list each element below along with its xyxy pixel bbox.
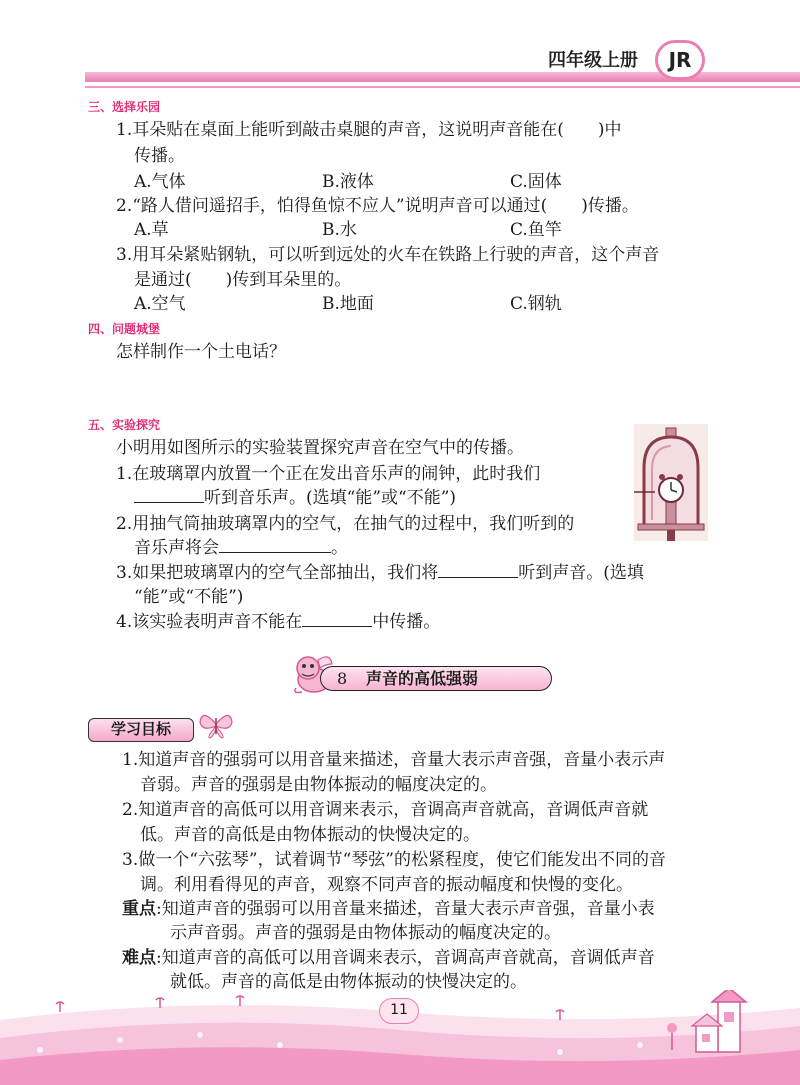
s5-q3-line1 — [116, 561, 644, 585]
goal-1-line1: 1.知道声音的强弱可以用音量来描述，音量大表示声音强，音量小表示声 — [122, 750, 666, 770]
s5-q3-text: 3.如果把玻璃罩内的空气全部抽出，我们将 — [116, 563, 439, 583]
grade-label: 四年级上册 — [548, 50, 638, 71]
s5-q3-line2: “能”或“不能”) — [134, 587, 244, 607]
header-bar-line — [85, 86, 800, 88]
key-point-label: 重点 — [122, 899, 156, 919]
goals-label: 学习目标 — [110, 720, 171, 738]
section5-title: 五、实验探究 — [88, 418, 161, 432]
s5-q4-end: 中传播。 — [372, 612, 441, 632]
goal-1-line2: 音弱。声音的强弱是由物体振动的幅度决定的。 — [140, 775, 497, 795]
s5-q1-line2 — [134, 486, 456, 510]
goal-2-line1: 2.知道声音的高低可以用音调来表示，音调高声音就高，音调低声音就 — [122, 800, 649, 820]
s5-q4-line1 — [116, 610, 440, 634]
key-point-text: :知道声音的强弱可以用音量来描述，音量大表示声音强，音量小表 — [156, 899, 655, 919]
answer-blank-1[interactable] — [134, 486, 204, 503]
q2-option-a: A.草 — [134, 220, 169, 240]
jr-badge-text: JR — [668, 48, 692, 72]
answer-blank-3[interactable] — [438, 561, 518, 578]
difficult-point-line2: 就低。声音的高低是由物体振动的快慢决定的。 — [170, 972, 527, 992]
q2-option-b: B.水 — [322, 220, 357, 240]
bell-jar-illustration — [630, 420, 712, 545]
s5-q1-text: 听到音乐声。(选填“能”或“不能”) — [204, 488, 457, 508]
goal-2-line2: 低。声音的高低是由物体振动的快慢决定的。 — [140, 825, 480, 845]
s5-intro: 小明用如图所示的实验装置探究声音在空气中的传播。 — [116, 438, 524, 458]
q3-line2: 是通过( )传到耳朵里的。 — [134, 270, 352, 290]
s5-q2-line2 — [134, 536, 348, 560]
key-point-line2: 示声音弱。声音的强弱是由物体振动的幅度决定的。 — [170, 923, 561, 943]
butterfly-icon — [196, 708, 236, 740]
q1-option-b: B.液体 — [322, 172, 374, 192]
q3-option-a: A.空气 — [134, 294, 186, 314]
lesson-title: 声音的高低强弱 — [366, 669, 479, 688]
s5-q2-text: 音乐声将会 — [134, 538, 219, 558]
section4-question: 怎样制作一个土电话？ — [116, 342, 286, 362]
goals-label-box — [88, 718, 194, 742]
difficult-point-label: 难点 — [122, 948, 156, 968]
q1-line1: 1.耳朵贴在桌面上能听到敲击桌腿的声音，这说明声音能在( )中 — [116, 120, 622, 140]
jr-badge — [655, 40, 705, 80]
section3-title: 三、选择乐园 — [88, 100, 161, 114]
answer-blank-2[interactable] — [219, 536, 331, 553]
difficult-point-text: :知道声音的高低可以用音调来表示，音调高声音就高，音调低声音 — [156, 948, 655, 968]
s5-q2-line1: 2.用抽气筒抽玻璃罩内的空气，在抽气的过程中，我们听到的 — [116, 514, 575, 534]
goal-3-line1: 3.做一个“六弦琴”，试着调节“琴弦”的松紧程度，使它们能发出不同的音 — [122, 850, 666, 870]
page-number: 11 — [390, 1002, 408, 1018]
s5-q2-end: 。 — [331, 538, 348, 558]
q2-line1: 2.“路人借问遥招手，怕得鱼惊不应人”说明声音可以通过( )传播。 — [116, 196, 639, 216]
section4-title: 四、问题城堡 — [88, 322, 161, 336]
s5-q4-text: 4.该实验表明声音不能在 — [116, 612, 303, 632]
answer-blank-4[interactable] — [302, 610, 372, 627]
q1-line2: 传播。 — [134, 146, 185, 166]
s5-q1-line1: 1.在玻璃罩内放置一个正在发出音乐声的闹钟，此时我们 — [116, 464, 541, 484]
page-number-badge — [379, 998, 419, 1024]
q3-option-c: C.钢轨 — [510, 294, 562, 314]
lesson-number: 8 — [337, 669, 348, 688]
s5-q3-text-b: 听到声音。(选填 — [518, 563, 644, 583]
goal-3-line2: 调。利用看得见的声音，观察不同声音的振动幅度和快慢的变化。 — [140, 875, 633, 895]
q1-option-a: A.气体 — [134, 172, 186, 192]
q3-option-b: B.地面 — [322, 294, 374, 314]
q2-option-c: C.鱼竿 — [510, 220, 562, 240]
q3-line1: 3.用耳朵紧贴钢轨，可以听到远处的火车在铁路上行驶的声音，这个声音 — [116, 245, 660, 265]
q1-option-c: C.固体 — [510, 172, 562, 192]
difficult-point-line1 — [122, 946, 655, 970]
key-point-line1 — [122, 897, 655, 921]
